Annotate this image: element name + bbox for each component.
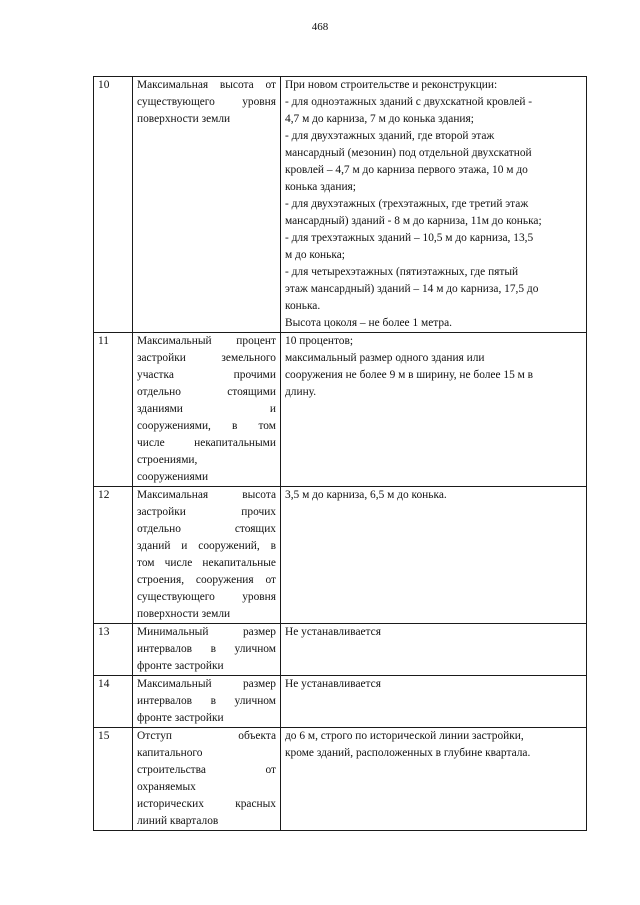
parameter-name-cell bbox=[133, 676, 281, 728]
parameter-value-line: Не устанавливается bbox=[285, 678, 381, 690]
parameter-name-line: Минимальный размер bbox=[137, 626, 276, 638]
parameter-name-cell bbox=[133, 77, 281, 333]
parameter-name-line: застройки прочих bbox=[137, 506, 276, 518]
parameter-name-line: исторических красных bbox=[137, 798, 276, 810]
parameter-name-line: Максимальный размер bbox=[137, 678, 276, 690]
parameter-name-line: охраняемых bbox=[137, 781, 196, 793]
parameter-value-line: Высота цоколя – не более 1 метра. bbox=[285, 317, 452, 329]
row-number: 11 bbox=[94, 333, 133, 487]
parameter-value-line: кроме зданий, расположенных в глубине квартала. bbox=[285, 747, 531, 759]
row-number: 12 bbox=[94, 487, 133, 624]
parameter-name-line: Максимальный процент bbox=[137, 335, 276, 347]
parameter-name-cell bbox=[133, 624, 281, 676]
parameter-value-line: - для одноэтажных зданий с двухскатной кровлей - bbox=[285, 96, 533, 108]
parameter-value-line: 10 процентов; bbox=[285, 335, 354, 347]
parameter-name-line: Максимальная высота bbox=[137, 489, 276, 501]
parameter-name-line: существующего уровня bbox=[137, 96, 276, 108]
parameter-value-line: мансардный (мезонин) под отдельной двухскатной bbox=[285, 147, 532, 159]
parameter-name-line: том числе некапитальные bbox=[137, 557, 276, 569]
parameter-value-cell bbox=[281, 728, 587, 831]
parameter-name-line: фронте застройки bbox=[137, 712, 224, 724]
parameter-value-cell bbox=[281, 676, 587, 728]
parameter-value-cell bbox=[281, 624, 587, 676]
table-row bbox=[94, 333, 587, 487]
parameter-value-line: Не устанавливается bbox=[285, 626, 381, 638]
table-row bbox=[94, 676, 587, 728]
parameter-name-line: строительства от bbox=[137, 764, 276, 776]
table-row bbox=[94, 77, 587, 333]
page-number: 468 bbox=[311, 21, 329, 33]
parameter-name-line: зданиями и bbox=[137, 403, 276, 415]
parameter-name-line: интервалов в уличном bbox=[137, 643, 276, 655]
parameter-value-line: этаж мансардный) зданий – 14 м до карниза, 17,5 до bbox=[285, 283, 539, 295]
row-number: 14 bbox=[94, 676, 133, 728]
row-number: 15 bbox=[94, 728, 133, 831]
parameter-name-line: строения, сооружения от bbox=[137, 574, 276, 586]
parameter-name-line: застройки земельного bbox=[137, 352, 276, 364]
table-row bbox=[94, 624, 587, 676]
parameter-value-line: до 6 м, строго по исторической линии застройки, bbox=[285, 730, 524, 742]
regulations-table-body bbox=[94, 77, 587, 831]
parameter-value-line: мансардный) зданий - 8 м до карниза, 11м до конька; bbox=[285, 215, 542, 227]
parameter-name-line: линий кварталов bbox=[137, 815, 219, 827]
parameter-name-line: зданий и сооружений, в bbox=[137, 540, 276, 552]
parameter-name-line: числе некапитальными bbox=[137, 437, 276, 449]
parameter-name-cell bbox=[133, 487, 281, 624]
parameter-name-line: капитального bbox=[137, 747, 203, 759]
parameter-value-line: конька. bbox=[285, 300, 321, 312]
parameter-value-cell bbox=[281, 77, 587, 333]
parameter-value-cell bbox=[281, 333, 587, 487]
parameter-name-line: интервалов в уличном bbox=[137, 695, 276, 707]
parameter-name-cell bbox=[133, 728, 281, 831]
parameter-value-line: - для четырехэтажных (пятиэтажных, где пятый bbox=[285, 266, 519, 278]
parameter-name-line: фронте застройки bbox=[137, 660, 224, 672]
parameter-value-line: 4,7 м до карниза, 7 м до конька здания; bbox=[285, 113, 474, 125]
parameter-name-line: поверхности земли bbox=[137, 608, 231, 620]
table-row bbox=[94, 728, 587, 831]
parameter-value-line: максимальный размер одного здания или bbox=[285, 352, 485, 364]
table-row bbox=[94, 487, 587, 624]
parameter-value-line: м до конька; bbox=[285, 249, 345, 261]
parameter-value-line: - для трехэтажных зданий – 10,5 м до карниза, 13,5 bbox=[285, 232, 534, 244]
parameter-name-line: отдельно стоящими bbox=[137, 386, 276, 398]
parameter-value-line: 3,5 м до карниза, 6,5 м до конька. bbox=[285, 489, 447, 501]
parameter-value-line: сооружения не более 9 м в ширину, не более 15 м в bbox=[285, 369, 534, 381]
parameter-value-cell bbox=[281, 487, 587, 624]
parameter-name-line: сооружениями bbox=[137, 471, 209, 483]
parameter-name-cell bbox=[133, 333, 281, 487]
row-number: 13 bbox=[94, 624, 133, 676]
parameter-name-line: Максимальная высота от bbox=[137, 79, 276, 91]
parameter-value-line: - для двухэтажных зданий, где второй этаж bbox=[285, 130, 495, 142]
parameter-name-line: существующего уровня bbox=[137, 591, 276, 603]
parameter-value-line: кровлей – 4,7 м до карниза первого этажа, 10 м до bbox=[285, 164, 528, 176]
parameter-value-line: При новом строительстве и реконструкции: bbox=[285, 79, 498, 91]
row-number: 10 bbox=[94, 77, 133, 333]
regulations-table bbox=[93, 76, 587, 831]
parameter-name-line: строениями, bbox=[137, 454, 198, 466]
parameter-name-line: поверхности земли bbox=[137, 113, 231, 125]
parameter-name-line: сооружениями, в том bbox=[137, 420, 276, 432]
parameter-name-line: отдельно стоящих bbox=[137, 523, 276, 535]
parameter-name-line: участка прочими bbox=[137, 369, 276, 381]
parameter-name-line: Отступ объекта bbox=[137, 730, 276, 742]
parameter-value-line: длину. bbox=[285, 386, 317, 398]
parameter-value-line: - для двухэтажных (трехэтажных, где третий этаж bbox=[285, 198, 529, 210]
parameter-value-line: конька здания; bbox=[285, 181, 356, 193]
